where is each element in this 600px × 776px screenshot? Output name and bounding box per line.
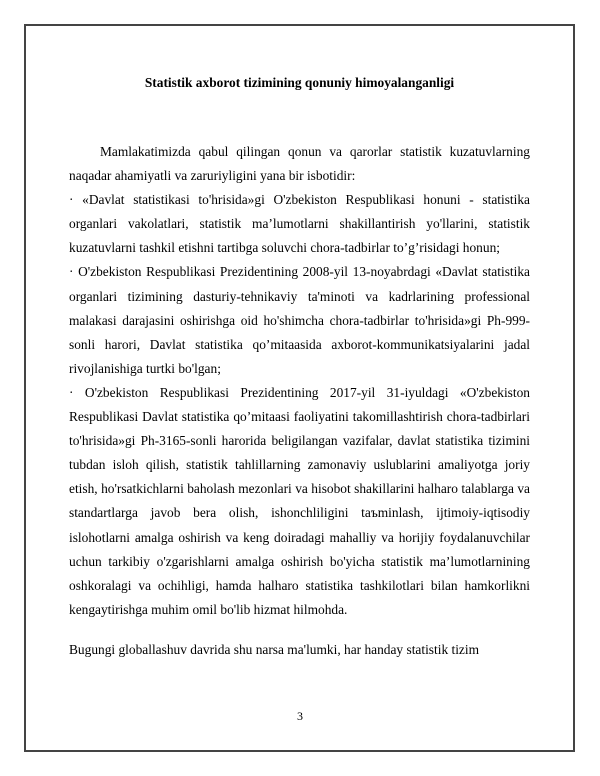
paragraph-globalization: Bugungi globallashuv davrida shu narsa ma'lumki, har handay statistik tizim [69, 641, 480, 657]
page-number: 3 [297, 709, 303, 723]
paragraph-intro: Mamlakatimizda qabul qilingan qonun va qarorlar statistik kuzatuvlarning naqadar ahamiyatli va zaruriyligini yana bir isbotidir: [69, 144, 530, 184]
document-title: Statistik axborot tizimining qonuniy himoyalanganligi [144, 75, 455, 90]
document-body [69, 74, 530, 662]
paragraph-decree-2017: · O'zbekiston Respublikasi Prezidentining 2017-yil 31-iyuldagi «O'zbekiston Respublikasi Davlat statistika qo’mitaasi faoliyatini takomillashtirish chora-tadbirlari to'hrisida»gi Ph-3165-sonli harorida beligilangan vazifalar, davlat statistika tizimini tubdan isloh qilish, statistik tahlillarning zamonaviy uslublarini amaliyotga joriy etish, ho'rsatkichlarni baholash mezonlari va hisobot shakillarini halharo talablarga va standartlarga javob bera olish, ishonchliligini taъminlash, ijtimoiy-iqtisodiy islohotlarni amalga oshirish va keng doiradagi mahalliy va horijiy foydalanuvchilar uchun tarkibiy o'zgarishlarni amalga oshirish bo'yicha statistik ma’lumotlarnining oshkoralagi va ochihligi, hamda halharo statistika tashkilotlari bilan hamkorlikni kengaytirishga muhim omil bo'lib hizmat hilmohda. [69, 384, 530, 617]
paragraph-decree-2008: · O'zbekiston Respublikasi Prezidentining 2008-yil 13-noyabrdagi «Davlat statistika organlari tizimining dasturiy-tehnikaviy ta'minoti va kadrlarining professional malakasi darajasini oshirishga oid ho'shimcha chora-tadbirlar to'hrisida»gi Ph-999-sonli harori, Davlat statistika qo’mitaasida axborot-kommunikatsiyalarini jadal rivojlanishiga turtki bo'lgan; [69, 264, 530, 376]
text-block [69, 140, 530, 662]
paragraph-law-statistics: · «Davlat statistikasi to'hrisida»gi O'zbekiston Respublikasi honuni - statistika organlari vakolatlari, statistik ma’lumotlarni shakillantirish yo'llarini, statistik kuzatuvlarni tashkil etishni tartibga soluvchi chora-tadbirlar to’g’risidagi honun; [69, 192, 530, 256]
